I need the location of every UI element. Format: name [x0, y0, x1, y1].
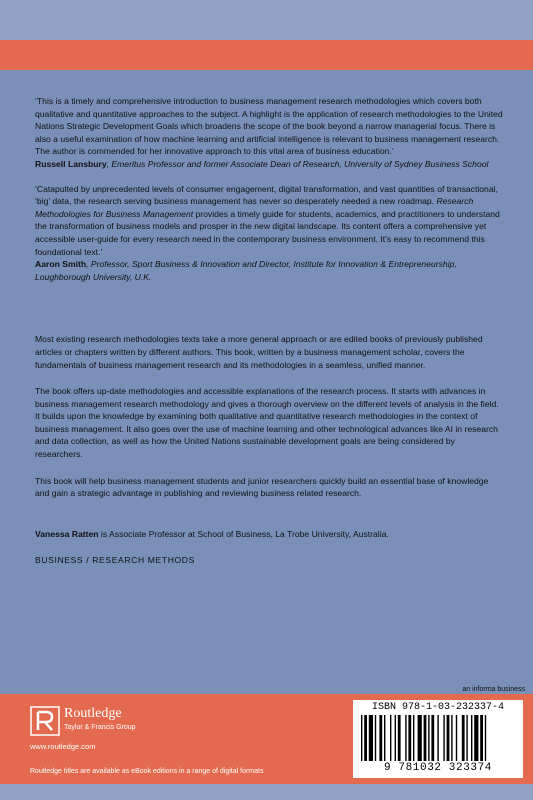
- quote-2-affiliation: , Professor, Sport Business & Innovation and Director, Institute for Innovation & Entrepreneurship, Loughborough University, U.K.: [35, 259, 457, 282]
- publisher-group: Taylor & Francis Group: [64, 724, 136, 731]
- barcode-bars: [361, 715, 515, 761]
- description-paragraph-2: The book offers up-date methodologies and accessible explanations of the research process. It starts with advances in business management research methodology and gives a thorough overview on the different levels of analysis in the field. It builds upon the knowledge by examining both qualitative and quantitative research methodologies in the context of business management. It also goes over the use of machine learning and other technological advances like AI in research and data collection, as well as how the United Nations sustainable development goals are being considered by researchers.: [35, 386, 499, 460]
- author-bio: [35, 528, 503, 541]
- bottom-strip: [0, 784, 533, 800]
- ebook-note: Routledge titles are available as eBook editions in a range of digital formats: [30, 768, 264, 775]
- endorsement-quote-1: [35, 95, 503, 171]
- quote-2-text-after: provides a timely guide for students, academics, and practitioners to understand the transformation of business models and prosper in the new digital landscape. Its content offers a comprehensive yet accessible user-guide for every research need in the contemporary business environment. It’s easy to recommend this foundational text.’: [35, 208, 500, 257]
- quote-2-author: Aaron Smith: [35, 259, 87, 270]
- subject-category: BUSINESS / RESEARCH METHODS: [35, 555, 195, 566]
- routledge-r-icon: [30, 706, 60, 736]
- description-paragraph-3: This book will help business management students and junior researchers quickly build an essential base of knowledge and gain a strategic advantage in publishing and reviewing business related research.: [35, 475, 489, 499]
- publisher-website[interactable]: www.routledge.com: [30, 742, 96, 751]
- top-color-band: [0, 40, 533, 70]
- quote-2-attribution: [35, 259, 457, 282]
- quote-2-book-title: Research Methodologies for Business Management: [35, 196, 474, 219]
- barcode-number: 9 781032 323374: [383, 762, 493, 774]
- author-bio-text: is Associate Professor at School of Business, La Trobe University, Australia.: [98, 528, 389, 539]
- top-strip: [0, 0, 533, 40]
- author-name: Vanessa Ratten: [35, 528, 99, 539]
- description-paragraph-1: Most existing research methodologies texts take a more general approach or are edited books of previously published articles or chapters written by different authors. This book, written by a business management scholar, covers the fundamentals of business management research and its methodologies in a seamless, unified manner.: [35, 334, 483, 370]
- quote-1-author: Russell Lansbury: [35, 158, 107, 169]
- endorsement-quote-2: [35, 183, 503, 284]
- informa-label: an informa business: [462, 686, 525, 693]
- isbn-text: ISBN 978-1-03-232337-4: [371, 702, 505, 713]
- quote-1-attribution: [35, 159, 488, 169]
- barcode-box: [353, 700, 523, 778]
- quote-1-text: ‘This is a timely and comprehensive introduction to business management research methodologies which covers both qualitative and quantitative approaches to the subject. A highlight is the application of research methodologies to the United Nations Strategic Development Goals which broadens the scope of the book beyond a narrow managerial focus. There is also a useful examination of how machine learning and artificial intelligence is relevant to business management research. The author is commended for her innovative approach to this vital area of business education.’: [35, 96, 503, 157]
- back-cover-text: [35, 95, 503, 567]
- quote-1-affiliation: , Emeritus Professor and former Associate Dean of Research, University of Sydney Business School: [106, 158, 489, 169]
- quote-2-text-before: ‘Catapulted by unprecedented levels of consumer engagement, digital transformation, and vast quantities of transactional, ‘big’ data, the research serving business management has never so desperately needed a new roadmap.: [35, 183, 498, 207]
- publisher-name: Routledge: [64, 706, 122, 721]
